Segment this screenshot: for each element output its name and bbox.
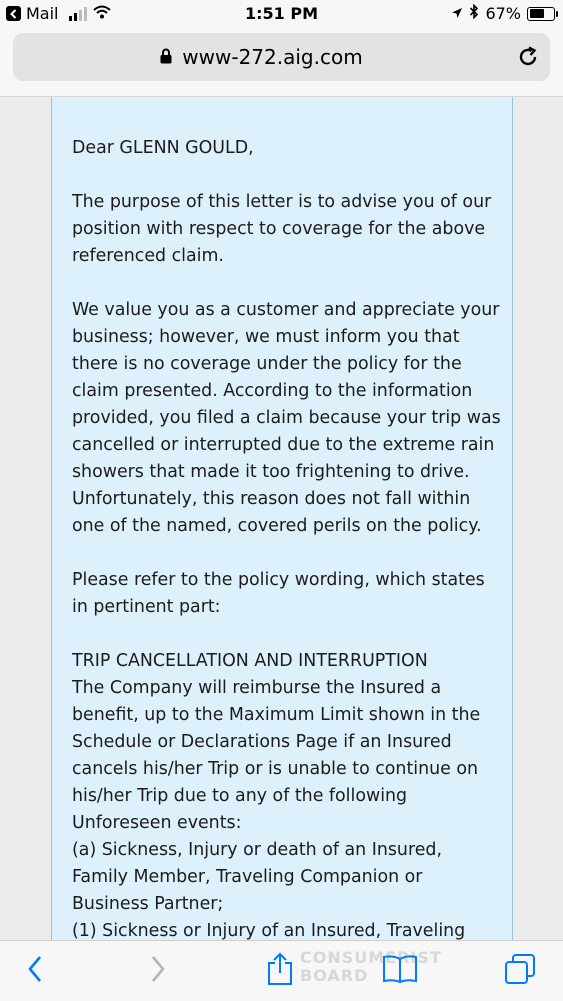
watermark-line: BOARD: [300, 966, 369, 985]
letter-paragraph: Please refer to the policy wording, which states in pertinent part:: [72, 570, 485, 617]
policy-item: (1) Sickness or Injury of an Insured, Traveling: [72, 921, 466, 940]
chevron-right-icon: [150, 955, 166, 987]
forward-button[interactable]: [140, 953, 176, 989]
letter-paragraph: The purpose of this letter is to advise you of our position with respect to coverage for the above referenced claim.: [72, 192, 492, 266]
watermark-line: CONSUMERIST: [300, 948, 442, 967]
battery-percent: 67%: [485, 4, 521, 23]
share-icon: [266, 952, 294, 990]
lock-icon: [160, 45, 172, 69]
battery-level-fill: [530, 9, 544, 18]
address-display[interactable]: [13, 33, 510, 81]
bookmarks-button[interactable]: [382, 953, 418, 989]
policy-section-body: The Company will reimburse the Insured a benefit, up to the Maximum Limit shown in the Schedule or Declarations Page if an Insured cancels his/her Trip or is unable to continue on his/her Trip due to any of the following Unforeseen events:: [72, 678, 481, 833]
letter-paragraph: We value you as a customer and appreciate your business; however, we must inform you that there is no coverage under the policy for the claim presented. According to the information provided, you filed a claim because your trip was cancelled or interrupted due to the extreme rain showers that made it too frightening to drive. Unfortunately, this reason does not fall within one of the named, covered perils on the policy.: [72, 300, 501, 536]
status-right: [451, 4, 555, 23]
letter-greeting: Dear GLENN GOULD,: [72, 138, 254, 158]
location-icon: [451, 4, 463, 23]
bluetooth-icon: [469, 4, 479, 23]
status-bar: [0, 0, 563, 30]
browser-address-area: [0, 30, 563, 97]
letter-panel: [51, 97, 513, 940]
book-icon: [382, 954, 418, 988]
back-button[interactable]: [17, 953, 53, 989]
letter-body: [72, 135, 502, 940]
share-button[interactable]: [262, 953, 298, 989]
chevron-left-icon: [27, 955, 43, 987]
battery-icon: [527, 7, 555, 21]
tabs-button[interactable]: [502, 953, 538, 989]
policy-item: (a) Sickness, Injury or death of an Insured, Family Member, Traveling Companion or Business Partner;: [72, 840, 442, 914]
address-bar[interactable]: [13, 33, 550, 81]
web-content[interactable]: [0, 97, 563, 940]
status-time: 1:51 PM: [244, 4, 318, 23]
tabs-icon: [504, 953, 536, 989]
battery-cap: [556, 11, 558, 17]
browser-toolbar: [0, 940, 563, 1001]
back-app-label: Mail: [26, 4, 59, 23]
policy-section-heading: TRIP CANCELLATION AND INTERRUPTION: [72, 651, 428, 671]
url-domain: www-272.aig.com: [182, 45, 363, 69]
reload-icon[interactable]: [516, 45, 540, 73]
